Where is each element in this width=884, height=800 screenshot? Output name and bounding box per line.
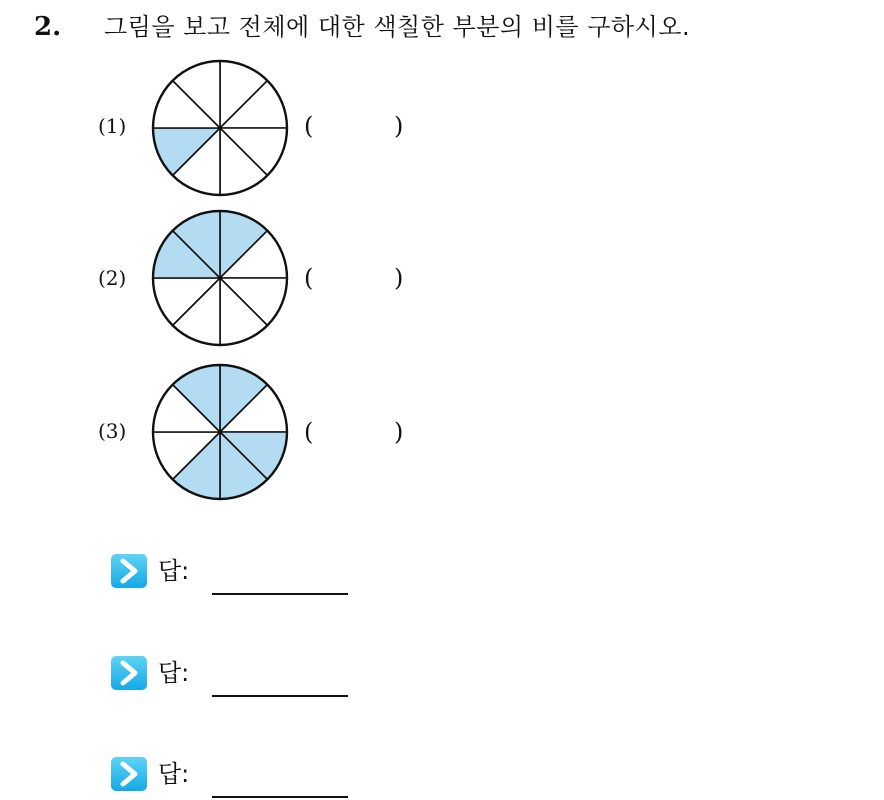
problem-label-2: (2) [98, 266, 127, 290]
answer-blank-2[interactable] [212, 695, 348, 697]
problem-label-1: (1) [98, 114, 127, 138]
paren-left: ( [304, 418, 314, 446]
answer-blank-3[interactable] [212, 796, 348, 798]
chevron-right-icon [110, 655, 148, 691]
paren-right: ) [394, 418, 404, 446]
fraction-circle-2 [150, 208, 290, 348]
fraction-circle-3 [150, 362, 290, 502]
answer-label: 답: [158, 557, 190, 585]
answer-paren-3 [304, 416, 404, 448]
answer-paren-1 [304, 110, 404, 142]
answer-label: 답: [158, 659, 190, 687]
paren-right: ) [394, 264, 404, 292]
fraction-circle-1 [150, 58, 290, 198]
paren-left: ( [304, 264, 314, 292]
answer-label: 답: [158, 760, 190, 788]
question-number: 2. [34, 12, 62, 42]
paren-left: ( [304, 112, 314, 140]
problem-label-3: (3) [98, 419, 127, 443]
chevron-right-icon [110, 756, 148, 792]
answer-blank-1[interactable] [212, 593, 348, 595]
answer-paren-2 [304, 262, 404, 294]
paren-right: ) [394, 112, 404, 140]
question-text: 그림을 보고 전체에 대한 색칠한 부분의 비를 구하시오. [104, 13, 691, 41]
chevron-right-icon [110, 553, 148, 589]
